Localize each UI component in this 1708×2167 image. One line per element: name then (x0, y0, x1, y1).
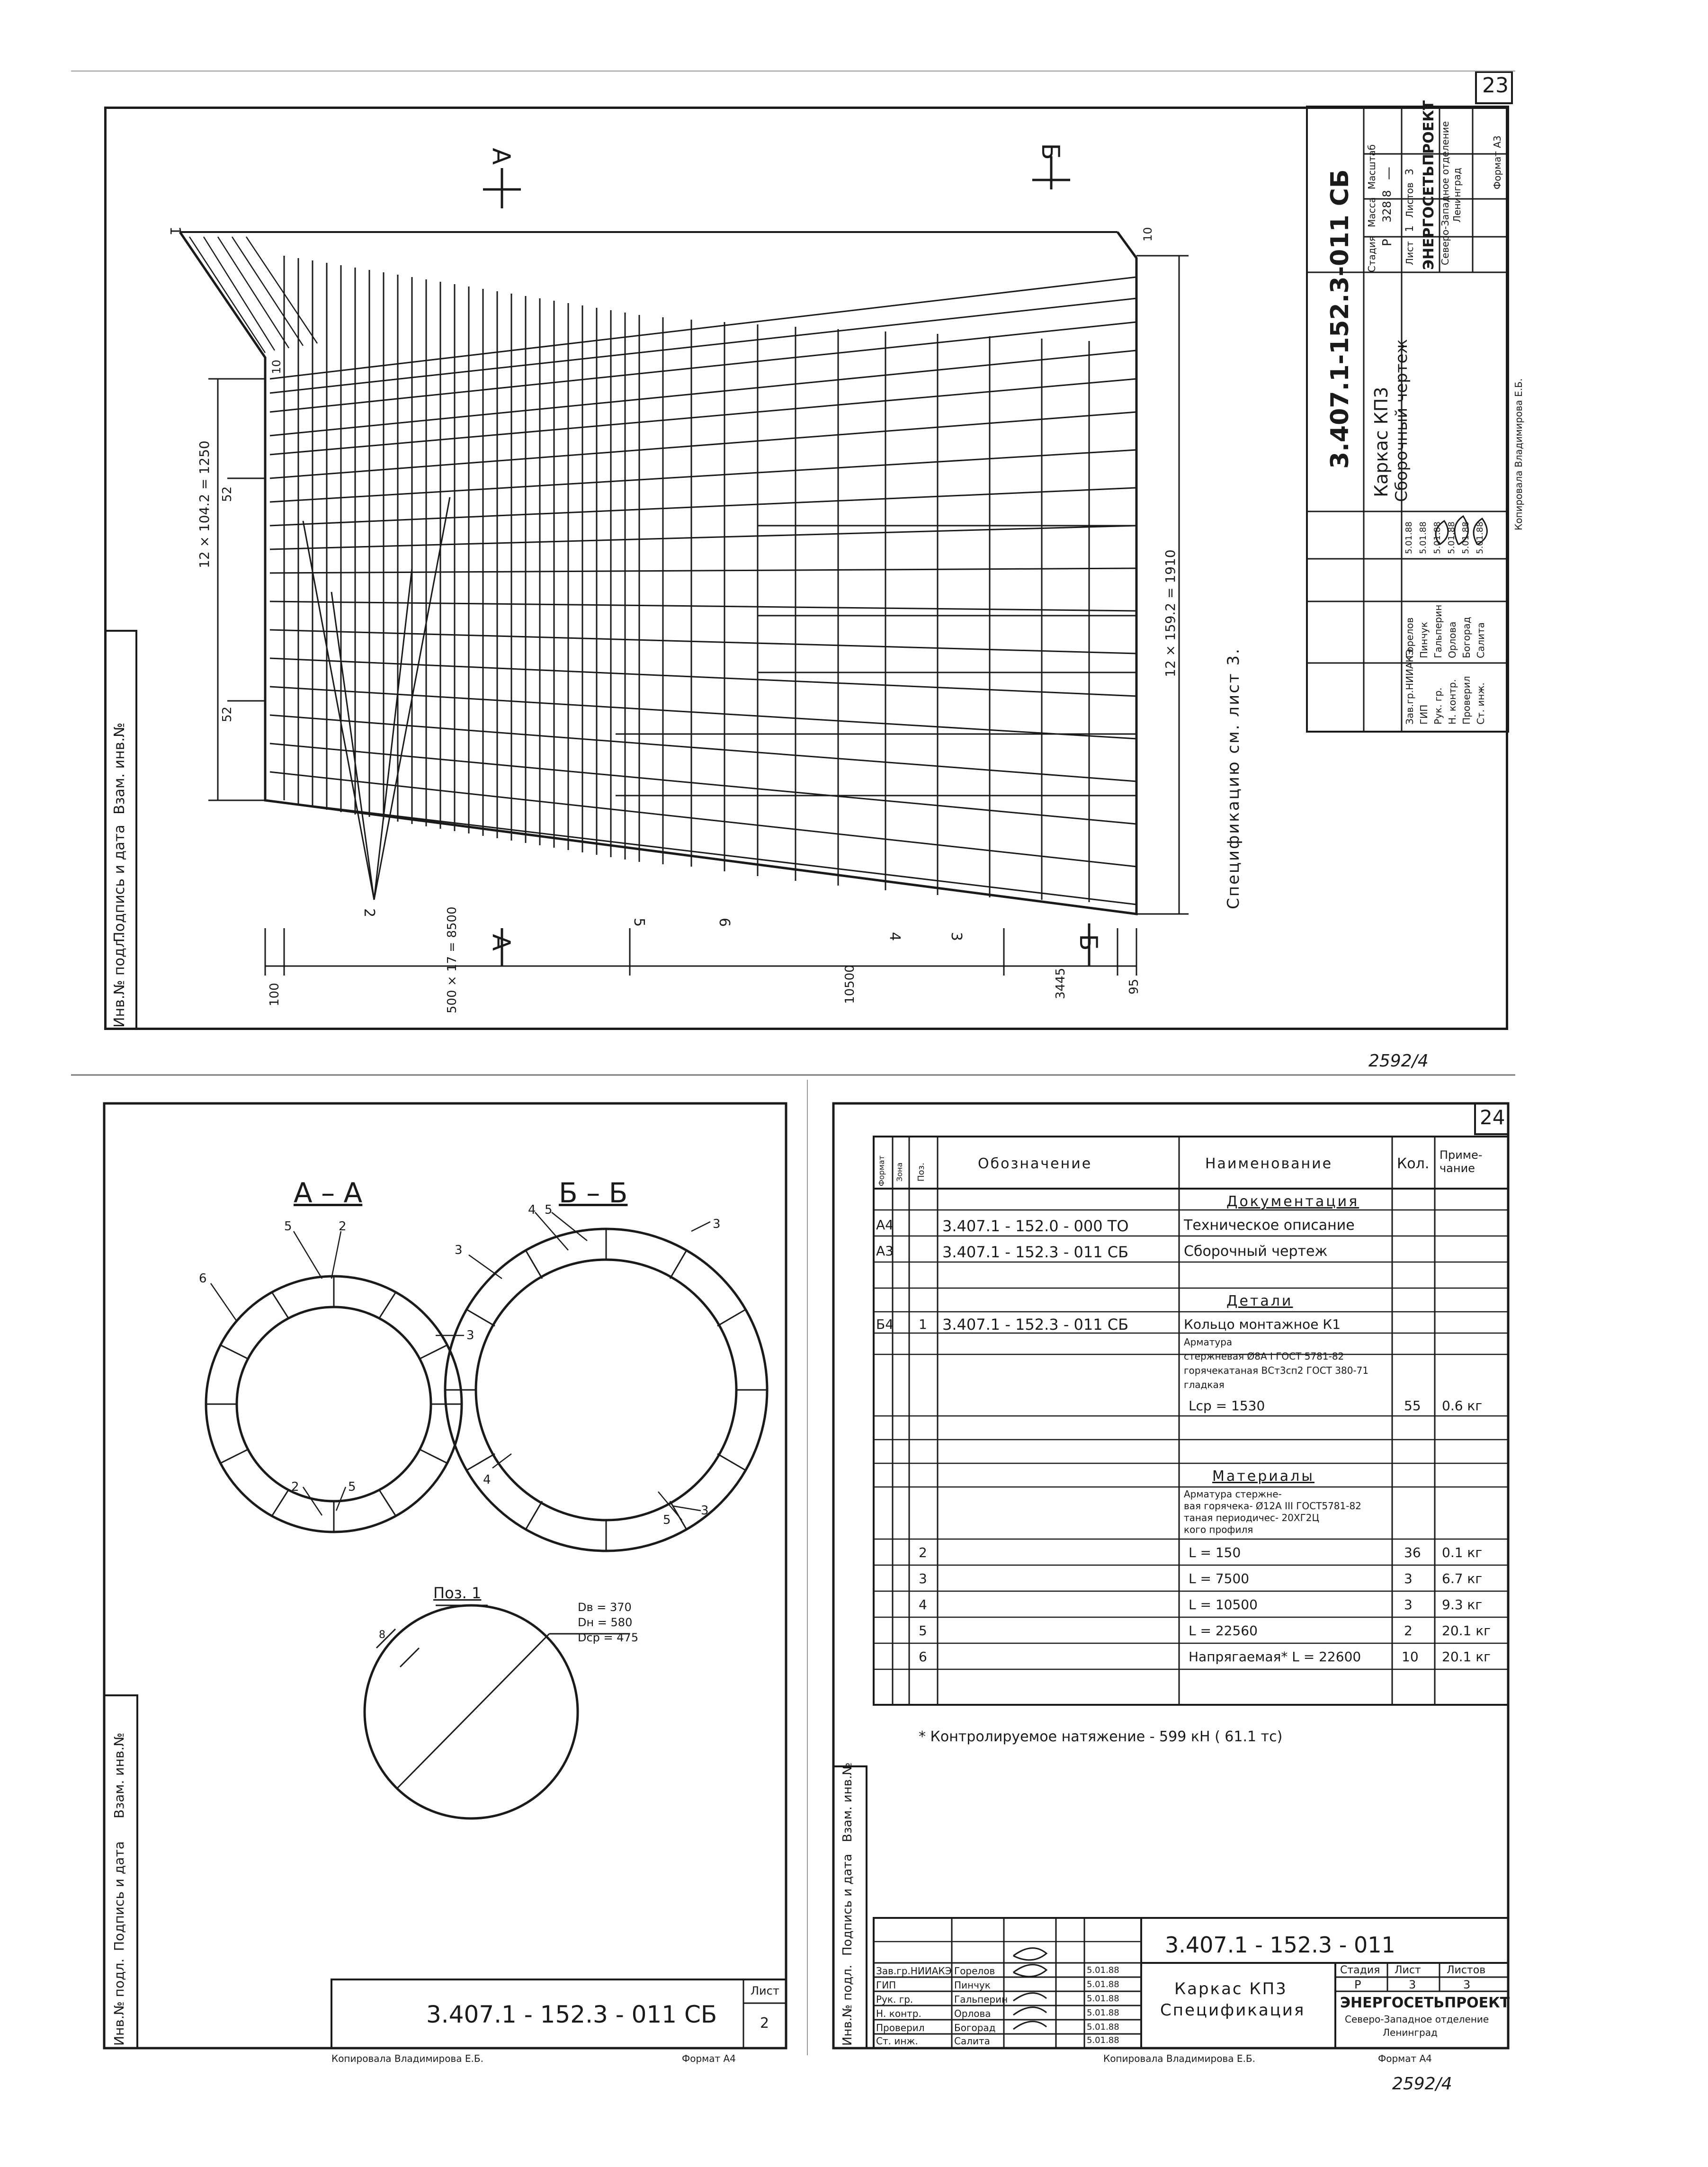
title-23-stage-label: Стадия (1366, 236, 1377, 272)
right-side-strip-inv: Инв.№ подл. (841, 1964, 855, 2046)
staff-23-role-1: Зав.гр.НИИАКЭ (1404, 649, 1415, 725)
left-sheet-label: Лист (751, 1984, 779, 1997)
callout-a-2-top: 2 (339, 1219, 347, 1234)
mat-desc-3: таная периодичес- 20ХГ2Ц (1184, 1512, 1320, 1523)
mat-4-note: 20.1 кг (1442, 1623, 1491, 1639)
title-24-org-sub2: Ленинград (1383, 2027, 1438, 2038)
mat-3-note: 9.3 кг (1442, 1597, 1483, 1612)
doc-1-name: Техническое описание (1184, 1217, 1355, 1234)
position-4: 4 (886, 931, 903, 941)
part-material-1: Арматура (1184, 1336, 1233, 1348)
part-designation: 3.407.1 - 152.3 - 011 СБ (942, 1316, 1129, 1334)
sheet-24-number: 24 (1480, 1106, 1505, 1129)
mat-5-name: Напрягаемая* L = 22600 (1189, 1649, 1361, 1665)
staff-23-name-3: Гальперин (1432, 604, 1444, 658)
title-24-name2: Спецификация (1160, 2001, 1306, 2020)
callout-a-5-bottom: 5 (348, 1480, 356, 1494)
title-23-org-sub2: Ленинград (1451, 168, 1463, 223)
section-mark-b-bottom: Б (1073, 934, 1102, 951)
left-side-strip-sign: Подпись и дата (111, 1841, 127, 1951)
callout-b-4-top: 4 (528, 1203, 536, 1217)
part-material-2: стержневая Ø8А I ГОСТ 5781-82 (1184, 1351, 1344, 1362)
title-23-mass: 328.8 (1380, 190, 1394, 223)
callout-b-3-top: 3 (713, 1217, 721, 1231)
part-pos: 1 (919, 1316, 927, 1332)
staff-23-role-5: Проверил (1461, 676, 1472, 725)
callout-b-5-top: 5 (545, 1203, 553, 1217)
position-5: 5 (631, 917, 648, 927)
callout-b-5-bottom: 5 (663, 1513, 671, 1527)
staff-24-name-3: Гальперин (954, 1994, 1008, 2005)
dim-52-bottom: 52 (220, 706, 234, 722)
staff-24-role-1: Зав.гр.НИИАКЭ (876, 1965, 952, 1977)
part-format: Б4 (876, 1316, 894, 1332)
dim-1910: 12 × 159.2 = 1910 (1163, 549, 1178, 677)
section-b-title: Б – Б (559, 1177, 628, 1209)
staff-24-date-1: 5.01.88 (1087, 1965, 1119, 1975)
dim-bottom-95: 95 (1127, 978, 1141, 994)
staff-24-role-3: Рук. гр. (876, 1994, 913, 2005)
title-24-name1: Каркас КП3 (1174, 1979, 1288, 1998)
side-strip-replace: Взам. инв.№ (111, 722, 128, 815)
title-24-org: ЭНЕРГОСЕТЬПРОЕКТ (1340, 1995, 1510, 2011)
staff-23-date-4: 5.01.88 (1447, 521, 1457, 554)
part-material-4: гладкая (1184, 1379, 1225, 1390)
mat-2-pos: 3 (919, 1571, 927, 1586)
title-23-stage: Р (1380, 239, 1395, 246)
callout-b-4-bottom: 4 (483, 1473, 491, 1487)
title-23-sheets: 3 (1404, 169, 1416, 175)
pos1-dim-mean: Dср = 475 (578, 1631, 639, 1644)
pos1-title: Поз. 1 (433, 1584, 482, 1602)
title-23-scale-label: Масштаб (1366, 144, 1377, 189)
mat-3-qty: 3 (1404, 1597, 1413, 1612)
mat-3-pos: 4 (919, 1597, 927, 1612)
callout-b-3-left: 3 (455, 1243, 463, 1257)
staff-23-date-5: 5.01.88 (1461, 521, 1471, 554)
position-3: 3 (948, 931, 965, 941)
mat-4-qty: 2 (1404, 1623, 1413, 1639)
section-parts: Детали (1226, 1293, 1293, 1309)
dim-bottom-8500: 500 × 17 = 8500 (445, 906, 459, 1013)
hdr-note: Приме-чание (1440, 1148, 1483, 1175)
footnote: * Контролируемое натяжение - 599 кН ( 61.1 тс) (919, 1728, 1283, 1745)
hdr-format: Формат (877, 1155, 886, 1186)
dim-10-left: 10 (270, 359, 283, 374)
staff-24-role-6: Ст. инж. (876, 2035, 918, 2047)
callout-a-6: 6 (199, 1272, 207, 1286)
left-side-strip-replace: Взам. инв.№ (111, 1732, 127, 1818)
title-24-stage: Р (1354, 1978, 1361, 1991)
right-side-strip-sign: Подпись и дата (841, 1854, 855, 1956)
stamp-23: 2592/4 (1368, 1051, 1429, 1071)
staff-24-role-2: ГИП (876, 1979, 896, 1991)
mat-4-pos: 5 (919, 1623, 927, 1639)
staff-23-date-2: 5.01.88 (1418, 521, 1428, 554)
doc-2-designation: 3.407.1 - 152.3 - 011 СБ (942, 1243, 1129, 1261)
left-sheet-number: 2 (760, 2015, 769, 2032)
side-strip-sign: Подпись и дата (111, 824, 128, 942)
title-23-mass-label: Масса (1366, 197, 1377, 227)
title-23-sheet: 1 (1404, 225, 1416, 232)
position-2: 2 (361, 908, 378, 918)
left-copied: Копировала Владимирова Е.Б. (331, 2053, 483, 2064)
callout-a-2-bottom: 2 (291, 1480, 299, 1494)
part-qty: 55 (1404, 1398, 1421, 1414)
title-23-scale: — (1380, 167, 1396, 180)
doc-2-format: А3 (876, 1243, 894, 1259)
title-24-designation: 3.407.1 - 152.3 - 011 (1165, 1932, 1395, 1958)
pos1-dim-inner: Dв = 370 (578, 1601, 632, 1614)
title-23-sheet-label: Лист (1404, 241, 1415, 265)
staff-24-date-3: 5.01.88 (1087, 1994, 1119, 2004)
side-strip-inv: Инв.№ подл. (111, 934, 128, 1028)
staff-23-name-1: Горелов (1404, 617, 1415, 658)
right-format: Формат А4 (1378, 2053, 1432, 2064)
mat-1-qty: 36 (1404, 1545, 1421, 1560)
staff-23-role-4: Н. контр. (1447, 679, 1458, 725)
dim-1250: 12 × 104.2 = 1250 (197, 440, 212, 568)
spec-reference-note: Спецификацию см. лист 3. (1224, 647, 1243, 909)
dim-bottom-10500: 10500 (843, 965, 857, 1004)
staff-23-date-3: 5.01.88 (1432, 521, 1442, 554)
staff-24-name-1: Горелов (954, 1965, 995, 1977)
title-24-stage-label: Стадия (1340, 1964, 1380, 1976)
title-24-sheets-label: Листов (1447, 1964, 1486, 1976)
mat-5-qty: 10 (1402, 1649, 1419, 1665)
staff-23-name-6: Салита (1475, 622, 1486, 658)
staff-24-role-4: Н. контр. (876, 2008, 921, 2019)
part-length: Lср = 1530 (1189, 1398, 1265, 1414)
doc-1-format: А4 (876, 1217, 894, 1233)
section-a-title: А – А (294, 1177, 363, 1209)
title-24-org-sub1: Северо-Западное отделение (1345, 2014, 1489, 2025)
position-6: 6 (716, 917, 733, 927)
right-copied: Копировала Владимирова Е.Б. (1103, 2053, 1255, 2064)
hdr-name: Наименование (1205, 1155, 1333, 1172)
title-23-format: Формат А3 (1492, 135, 1503, 189)
sheet-23-number: 23 (1482, 73, 1509, 98)
dim-10-right: 10 (1141, 227, 1154, 242)
staff-23-role-2: ГИП (1418, 704, 1430, 725)
title-23-org: ЭНЕРГОСЕТЬПРОЕКТ (1421, 100, 1437, 270)
title-24-sheets: 3 (1463, 1978, 1471, 1991)
title-24-sheet: 3 (1409, 1978, 1416, 1991)
part-material-3: горячекатаная ВСт3сп2 ГОСТ 380-71 (1184, 1365, 1369, 1376)
mat-5-note: 20.1 кг (1442, 1649, 1491, 1665)
mat-3-name: L = 10500 (1189, 1597, 1258, 1612)
section-mark-b-top: Б (1036, 143, 1064, 160)
staff-24-name-4: Орлова (954, 2008, 991, 2019)
mat-1-note: 0.1 кг (1442, 1545, 1483, 1560)
position-1: 1 (167, 226, 184, 236)
left-side-strip-inv: Инв.№ подл. (111, 1958, 127, 2046)
staff-23-role-3: Рук. гр. (1432, 687, 1444, 725)
left-format: Формат А4 (682, 2053, 736, 2064)
staff-24-name-5: Богорад (954, 2022, 996, 2033)
callout-a-5-top: 5 (284, 1219, 292, 1234)
pos1-dim-outer: Dн = 580 (578, 1616, 633, 1629)
staff-23-name-5: Богорад (1461, 617, 1472, 658)
section-mark-a-top: А (486, 148, 515, 165)
mat-5-pos: 6 (919, 1649, 927, 1665)
staff-24-date-2: 5.01.88 (1087, 1979, 1119, 1989)
dim-52-top: 52 (220, 486, 234, 502)
hdr-zone: Зона (895, 1162, 904, 1182)
title-23-org-sub1: Северо-Западное отделение (1440, 121, 1451, 265)
left-designation: 3.407.1 - 152.3 - 011 СБ (426, 2001, 717, 2028)
section-mark-a-bottom: А (486, 934, 515, 951)
title-23-name2: Сборочный чертеж (1392, 339, 1411, 502)
mat-1-name: L = 150 (1189, 1545, 1241, 1560)
title-23-sheets-label: Листов (1404, 182, 1415, 218)
callout-b-3-bottom: 3 (701, 1504, 709, 1518)
section-materials: Материалы (1212, 1468, 1315, 1485)
mat-4-name: L = 22560 (1189, 1623, 1258, 1639)
title-23-name1: Каркас КП3 (1371, 386, 1392, 497)
mat-1-pos: 2 (919, 1545, 927, 1560)
staff-24-date-4: 5.01.88 (1087, 2008, 1119, 2018)
staff-23-name-4: Орлова (1447, 621, 1458, 658)
stamp-24: 2592/4 (1392, 2074, 1452, 2094)
staff-23-date-1: 5.01.88 (1404, 521, 1414, 554)
title-23-copied: Копировала Владимирова Е.Б. (1513, 378, 1524, 530)
mat-2-name: L = 7500 (1189, 1571, 1250, 1586)
callout-a-3: 3 (466, 1328, 474, 1343)
part-name: Кольцо монтажное К1 (1184, 1316, 1341, 1332)
mat-desc-4: кого профиля (1184, 1524, 1253, 1535)
dim-bottom-100: 100 (268, 983, 282, 1006)
section-docs: Документация (1226, 1193, 1359, 1210)
title-24-sheet-label: Лист (1395, 1964, 1421, 1976)
staff-24-date-6: 5.01.88 (1087, 2035, 1119, 2045)
staff-23-role-6: Ст. инж. (1475, 682, 1486, 725)
hdr-pos: Поз. (916, 1163, 926, 1182)
staff-23-name-2: Пинчук (1418, 622, 1430, 658)
hdr-designation: Обозначение (978, 1155, 1092, 1172)
hdr-qty: Кол. (1397, 1155, 1430, 1172)
title-23-designation: 3.407.1-152.3-011 СБ (1326, 169, 1354, 469)
staff-24-name-6: Салита (954, 2035, 990, 2047)
mat-desc-1: Арматура стержне- (1184, 1488, 1282, 1500)
staff-24-name-2: Пинчук (954, 1979, 991, 1991)
mat-2-qty: 3 (1404, 1571, 1413, 1586)
staff-23-date-6: 5.01.88 (1475, 521, 1485, 554)
staff-24-date-5: 5.01.88 (1087, 2022, 1119, 2032)
mat-2-note: 6.7 кг (1442, 1571, 1483, 1586)
pos1-dim-small: 8 (379, 1629, 385, 1641)
mat-desc-2: вая горячека- Ø12А III ГОСТ5781-82 (1184, 1500, 1361, 1512)
doc-1-designation: 3.407.1 - 152.0 - 000 ТО (942, 1217, 1129, 1235)
part-note: 0.6 кг (1442, 1398, 1483, 1414)
right-side-strip-replace: Взам. инв.№ (841, 1762, 855, 1842)
dim-bottom-3445: 3445 (1054, 967, 1068, 999)
doc-2-name: Сборочный чертеж (1184, 1243, 1328, 1260)
staff-24-role-5: Проверил (876, 2022, 925, 2033)
